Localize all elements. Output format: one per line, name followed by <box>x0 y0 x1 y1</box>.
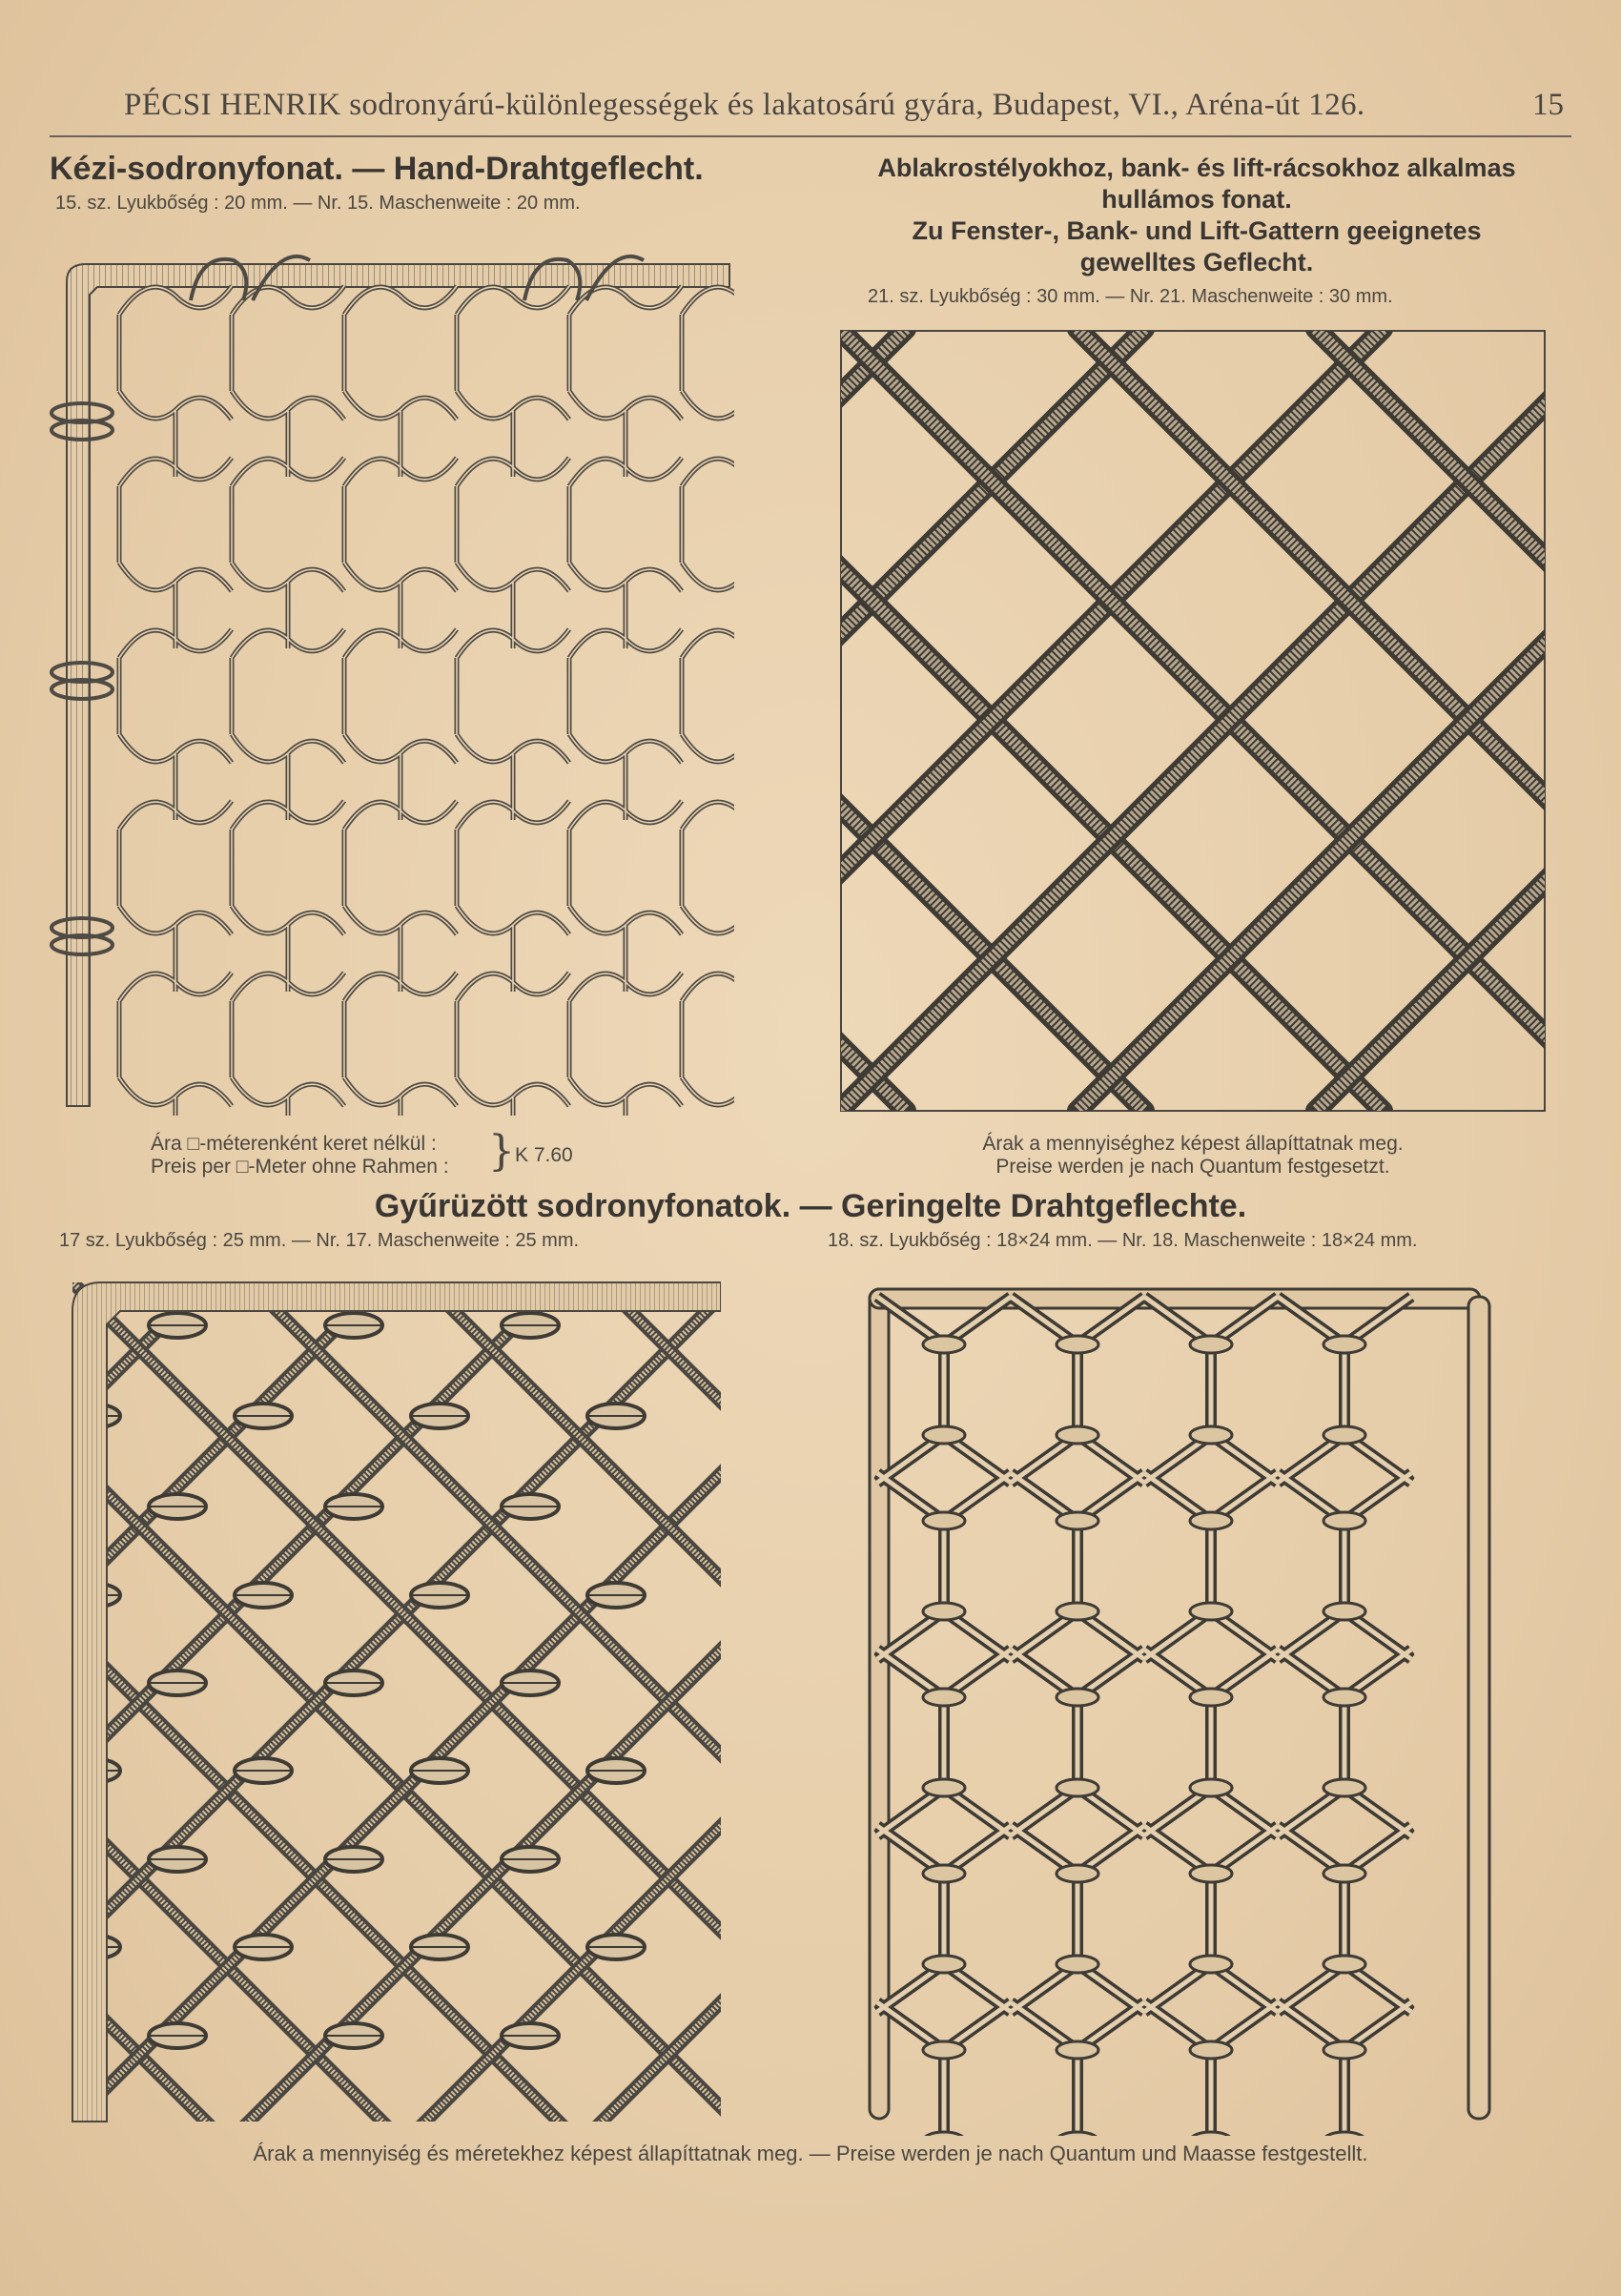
footer-note: Árak a mennyiség és méretekhez képest állapíttatnak meg. — Preise werden je nach Quantum und Maasse festgestellt. <box>253 2142 1368 2165</box>
price-value: K 7.60 <box>515 1144 573 1166</box>
diamond-bar-shading <box>63 1273 392 2126</box>
note-line-german: Preise werden je nach Quantum festgesetzt. <box>995 1156 1390 1178</box>
page-number: 15 <box>1532 88 1564 122</box>
elong-ring <box>1190 1689 1232 1706</box>
elong-ring <box>1190 1865 1232 1882</box>
wavy-bar <box>1077 329 1547 1111</box>
elong-ring <box>1057 1512 1098 1529</box>
elong-ring <box>1323 1512 1365 1529</box>
diamond-bar <box>63 1273 721 2126</box>
section2-title-line4: gewelltes Geflecht. <box>1079 248 1314 277</box>
elong-ring <box>923 2041 965 2059</box>
elongated-hexagon-mesh-drawing <box>858 1268 1545 2136</box>
section2-note <box>839 1133 1547 1179</box>
elong-ring <box>1190 1779 1232 1796</box>
price-line-german: Preis per □-Meter ohne Rahmen : <box>151 1156 449 1178</box>
ringed-diamond-mesh-illustration <box>63 1273 721 2126</box>
elong-ring <box>1190 1956 1232 1973</box>
elong-ring <box>1323 2132 1365 2136</box>
page-header <box>38 88 1583 135</box>
section1-price <box>151 1133 449 1179</box>
frame-top <box>870 1289 1480 1308</box>
elong-wire-highlight <box>877 1297 1411 2136</box>
elong-ring <box>1057 1865 1098 1882</box>
wavy-bar-shading <box>839 329 906 1111</box>
elong-ring <box>1190 1512 1232 1529</box>
wavy-bar <box>839 329 1383 1111</box>
elong-ring <box>1057 1603 1098 1620</box>
elong-ring <box>1323 1956 1365 1973</box>
elong-ring <box>1057 1426 1098 1444</box>
elong-ring <box>1057 1689 1098 1706</box>
section1-title: Kézi-sodronyfonat. — Hand-Drahtgeflecht. <box>50 151 704 187</box>
header-text: PÉCSI HENRIK sodronyárú-különlegességek és lakatosárú gyára, Budapest, VI., Aréna-út 126. <box>124 88 1365 122</box>
ringed-diamond-mesh-drawing <box>63 1273 721 2126</box>
elong-ring <box>1323 1689 1365 1706</box>
wavy-grid-drawing <box>839 329 1547 1113</box>
diamond-bar-shading <box>63 1273 392 2126</box>
section2-title-line3: Zu Fenster-, Bank- und Lift-Gattern geeignetes <box>912 216 1482 245</box>
elong-ring <box>1323 1426 1365 1444</box>
section2-title-line2: hullámos fonat. <box>1101 185 1292 214</box>
elong-ring <box>1190 1603 1232 1620</box>
section2-title-line1: Ablakrostélyokhoz, bank- és lift-rácsokhoz alkalmas <box>877 154 1516 182</box>
wavy-grid-illustration <box>839 329 1547 1113</box>
elong-ring <box>1323 1779 1365 1796</box>
section2-title <box>820 153 1573 278</box>
section3-spec-right: 18. sz. Lyukbőség : 18×24 mm. — Nr. 18. Maschenweite : 18×24 mm. <box>828 1230 1418 1251</box>
elong-ring <box>1057 1956 1098 1973</box>
elong-ring <box>923 1426 965 1444</box>
elong-ring <box>923 1779 965 1796</box>
hexagonal-mesh-drawing <box>48 243 734 1116</box>
elong-ring <box>923 1336 965 1353</box>
elong-ring <box>1190 1426 1232 1444</box>
section3-spec-left: 17 sz. Lyukbőség : 25 mm. — Nr. 17. Maschenweite : 25 mm. <box>59 1230 580 1251</box>
section3-title: Gyűrüzött sodronyfonatok. — Geringelte Drahtgeflechte. <box>374 1188 1247 1224</box>
hexagonal-mesh-illustration <box>48 243 734 1116</box>
elong-ring <box>923 1689 965 1706</box>
diamond-bar <box>63 1273 392 2126</box>
diamond-bar <box>63 1273 392 2126</box>
elongated-hexagon-mesh-illustration <box>858 1268 1545 2136</box>
elong-ring <box>1057 1779 1098 1796</box>
elong-ring <box>1190 2041 1232 2059</box>
wavy-bar-shading <box>839 329 906 1111</box>
note-line-hungarian: Árak a mennyiséghez képest állapíttatnak meg. <box>982 1133 1404 1155</box>
elong-ring <box>1057 2132 1098 2136</box>
elong-ring <box>1057 1336 1098 1353</box>
elong-ring <box>1190 1336 1232 1353</box>
elong-ring <box>1323 1603 1365 1620</box>
wavy-bar-shading <box>839 329 1383 1111</box>
elong-ring <box>1323 1336 1365 1353</box>
wavy-bar-shading <box>839 329 1383 1111</box>
elong-ring <box>923 1603 965 1620</box>
frame-right <box>1468 1297 1489 2119</box>
header-rule <box>50 135 1571 137</box>
elong-ring <box>923 1865 965 1882</box>
elong-ring <box>923 1956 965 1973</box>
wavy-bar <box>839 329 1383 1111</box>
elong-ring <box>1323 1865 1365 1882</box>
wavy-bar <box>839 329 906 1111</box>
elong-ring <box>1190 2132 1232 2136</box>
wavy-bar <box>839 329 906 1111</box>
elong-ring <box>1323 2041 1365 2059</box>
elong-ring <box>923 1512 965 1529</box>
frame-left <box>870 1289 889 2119</box>
price-brace: } <box>488 1127 515 1176</box>
price-line-hungarian: Ára □-méterenként keret nélkül : <box>151 1133 437 1155</box>
section2-spec: 21. sz. Lyukbőség : 30 mm. — Nr. 21. Maschenweite : 30 mm. <box>868 286 1393 307</box>
elong-ring <box>923 2132 965 2136</box>
section1-spec: 15. sz. Lyukbőség : 20 mm. — Nr. 15. Maschenweite : 20 mm. <box>55 193 581 214</box>
elong-ring <box>1057 2041 1098 2059</box>
